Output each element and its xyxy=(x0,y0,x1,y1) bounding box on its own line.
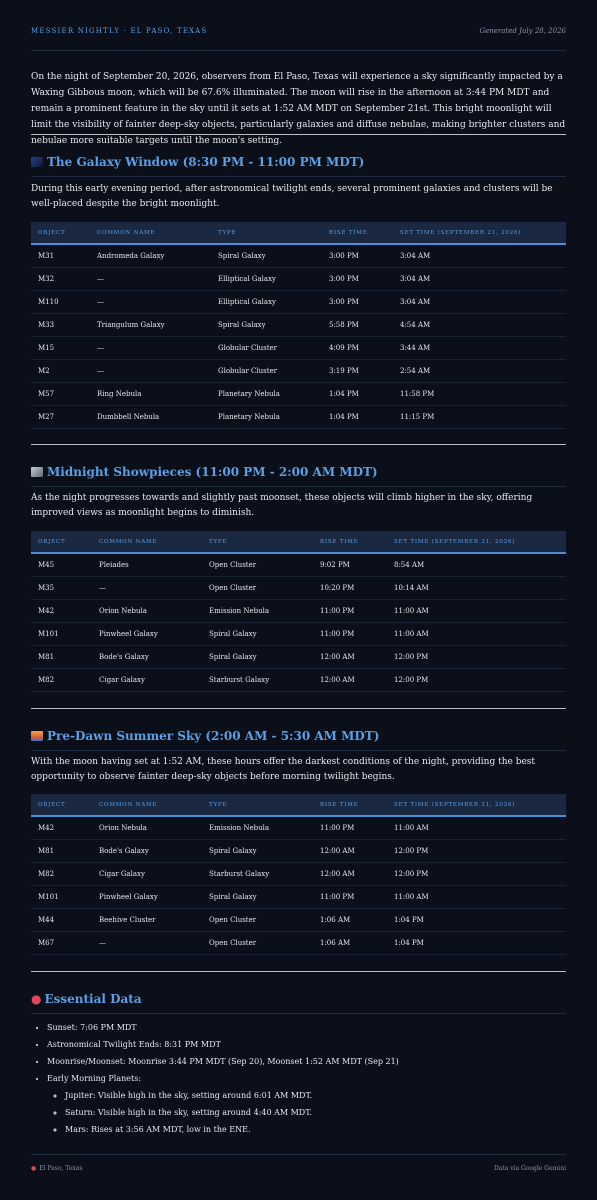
table-row xyxy=(31,932,566,955)
table-cell: Elliptical Galaxy xyxy=(211,291,322,314)
table-cell: Open Cluster xyxy=(202,553,313,577)
column-header: SET TIME (SEPTEMBER 21, 2026) xyxy=(387,794,566,816)
table-cell: M57 xyxy=(31,383,90,406)
table-cell: 3:00 PM xyxy=(322,291,393,314)
table-row xyxy=(31,886,566,909)
table-row xyxy=(31,646,566,669)
table-cell: 2:54 AM xyxy=(393,360,566,383)
table-cell: 3:19 PM xyxy=(322,360,393,383)
table-cell: — xyxy=(92,577,202,600)
table-cell: M81 xyxy=(31,646,92,669)
table-cell: Open Cluster xyxy=(202,909,313,932)
table-cell: M42 xyxy=(31,816,92,840)
table-cell: 11:15 PM xyxy=(393,406,566,429)
list-item: • Astronomical Twilight Ends: 8:31 PM MDT xyxy=(47,1036,566,1053)
table-cell: Pinwheel Galaxy xyxy=(92,886,202,909)
section-title-text: Midnight Showpieces (11:00 PM - 2:00 AM MDT) xyxy=(47,465,378,479)
planet-list xyxy=(47,1087,566,1138)
table-cell: Andromeda Galaxy xyxy=(90,244,211,268)
section-description: With the moon having set at 1:52 AM, these hours offer the darkest conditions of the night, providing the best opportunity to observe fainter deep-sky objects before morning twilight begins. xyxy=(31,757,536,782)
table-cell: Elliptical Galaxy xyxy=(211,268,322,291)
table-cell: Cigar Galaxy xyxy=(92,863,202,886)
table-cell: Bode's Galaxy xyxy=(92,840,202,863)
table-cell: Orion Nebula xyxy=(92,600,202,623)
table-cell: 11:00 PM xyxy=(313,816,387,840)
table-cell: M27 xyxy=(31,406,90,429)
table-cell: — xyxy=(92,932,202,955)
table-cell: M31 xyxy=(31,244,90,268)
table-cell: 3:04 AM xyxy=(393,291,566,314)
section-title-pre-dawn xyxy=(31,729,566,751)
table-cell: M35 xyxy=(31,577,92,600)
table-cell: 12:00 PM xyxy=(387,840,566,863)
objects-table-pre-dawn xyxy=(31,794,566,955)
table-cell: Spiral Galaxy xyxy=(211,314,322,337)
list-item: • Sunset: 7:06 PM MDT xyxy=(47,1019,566,1036)
table-cell: 12:00 AM xyxy=(313,863,387,886)
column-header: OBJECT xyxy=(31,531,92,553)
table-cell: M15 xyxy=(31,337,90,360)
table-cell: 10:14 AM xyxy=(387,577,566,600)
table-cell: M42 xyxy=(31,600,92,623)
table-cell: Starburst Galaxy xyxy=(202,863,313,886)
table-cell: Orion Nebula xyxy=(92,816,202,840)
table-cell: Open Cluster xyxy=(202,577,313,600)
table-cell: M101 xyxy=(31,623,92,646)
column-header: TYPE xyxy=(202,794,313,816)
objects-table-midnight-showpieces xyxy=(31,531,566,692)
telescope-icon xyxy=(31,467,43,477)
table-cell: 11:00 AM xyxy=(387,886,566,909)
column-header: COMMON NAME xyxy=(90,222,211,244)
table-cell: Planetary Nebula xyxy=(211,406,322,429)
table-row xyxy=(31,291,566,314)
table-cell: Spiral Galaxy xyxy=(202,646,313,669)
section-divider xyxy=(31,971,566,972)
footer-location-text: El Paso, Texas xyxy=(39,1165,83,1172)
table-cell: 11:00 PM xyxy=(313,600,387,623)
table-cell: Triangulum Galaxy xyxy=(90,314,211,337)
table-cell: Emission Nebula xyxy=(202,600,313,623)
table-cell: — xyxy=(90,268,211,291)
table-row xyxy=(31,268,566,291)
table-body xyxy=(31,553,566,692)
table-row xyxy=(31,623,566,646)
section-title-midnight-showpieces xyxy=(31,465,566,487)
footer-location xyxy=(31,1165,82,1172)
column-header: TYPE xyxy=(202,531,313,553)
table-cell: Open Cluster xyxy=(202,932,313,955)
column-header: SET TIME (SEPTEMBER 21, 2026) xyxy=(393,222,566,244)
table-cell: Spiral Galaxy xyxy=(202,840,313,863)
pin-icon: ● xyxy=(31,1165,37,1172)
table-row xyxy=(31,863,566,886)
objects-table-galaxy-window xyxy=(31,222,566,429)
planet-item: ◦ Saturn: Visible high in the sky, setting around 4:40 AM MDT. xyxy=(65,1104,566,1121)
table-cell: — xyxy=(90,360,211,383)
table-cell: Globular Cluster xyxy=(211,337,322,360)
column-header: SET TIME (SEPTEMBER 21, 2026) xyxy=(387,531,566,553)
table-cell: 12:00 AM xyxy=(313,669,387,692)
planet-item: ◦ Jupiter: Visible high in the sky, setting around 6:01 AM MDT. xyxy=(65,1087,566,1104)
table-cell: Globular Cluster xyxy=(211,360,322,383)
table-cell: Pleiades xyxy=(92,553,202,577)
table-cell: — xyxy=(90,291,211,314)
table-row xyxy=(31,553,566,577)
table-cell: Ring Nebula xyxy=(90,383,211,406)
section-description: As the night progresses towards and slightly past moonset, these objects will climb higher in the sky, offering improved views as moonlight begins to diminish. xyxy=(31,493,533,518)
column-header: RISE TIME xyxy=(322,222,393,244)
table-cell: 3:04 AM xyxy=(393,244,566,268)
section-divider xyxy=(31,134,566,135)
table-header-row xyxy=(31,222,566,244)
table-cell: 3:00 PM xyxy=(322,268,393,291)
table-cell: Bode's Galaxy xyxy=(92,646,202,669)
table-cell: 3:04 AM xyxy=(393,268,566,291)
table-cell: M67 xyxy=(31,932,92,955)
pin-icon: ● xyxy=(31,992,42,1006)
galaxy-icon xyxy=(31,157,43,167)
table-row xyxy=(31,669,566,692)
table-cell: 11:00 AM xyxy=(387,600,566,623)
table-cell: — xyxy=(90,337,211,360)
table-header-row xyxy=(31,794,566,816)
table-cell: 1:04 PM xyxy=(387,932,566,955)
table-header-row xyxy=(31,531,566,553)
table-cell: 4:09 PM xyxy=(322,337,393,360)
table-cell: 3:00 PM xyxy=(322,244,393,268)
section-title-text: The Galaxy Window (8:30 PM - 11:00 PM MDT) xyxy=(47,155,365,169)
table-cell: 11:00 PM xyxy=(313,623,387,646)
essential-data-list xyxy=(31,1019,566,1138)
column-header: COMMON NAME xyxy=(92,531,202,553)
column-header: COMMON NAME xyxy=(92,794,202,816)
list-item: • Moonrise/Moonset: Moonrise 3:44 PM MDT (Sep 20), Moonset 1:52 AM MDT (Sep 21) xyxy=(47,1053,566,1070)
table-cell: M2 xyxy=(31,360,90,383)
table-cell: M82 xyxy=(31,669,92,692)
table-row xyxy=(31,600,566,623)
table-cell: 1:04 PM xyxy=(322,406,393,429)
table-row xyxy=(31,840,566,863)
table-cell: 1:06 AM xyxy=(313,932,387,955)
column-header: OBJECT xyxy=(31,222,90,244)
table-cell: 1:04 PM xyxy=(322,383,393,406)
table-cell: 11:00 PM xyxy=(313,886,387,909)
table-cell: 3:44 AM xyxy=(393,337,566,360)
table-cell: 9:02 PM xyxy=(313,553,387,577)
list-item-label: Early Morning Planets: xyxy=(47,1074,142,1083)
table-cell: Cigar Galaxy xyxy=(92,669,202,692)
table-cell: M45 xyxy=(31,553,92,577)
table-cell: 11:00 AM xyxy=(387,623,566,646)
section-title-text: Pre-Dawn Summer Sky (2:00 AM - 5:30 AM MDT) xyxy=(47,729,380,743)
section-divider xyxy=(31,708,566,709)
table-cell: M33 xyxy=(31,314,90,337)
section-title-text: Essential Data xyxy=(44,992,142,1006)
table-cell: M44 xyxy=(31,909,92,932)
table-cell: 1:04 PM xyxy=(387,909,566,932)
table-cell: Emission Nebula xyxy=(202,816,313,840)
table-cell: 11:58 PM xyxy=(393,383,566,406)
column-header: RISE TIME xyxy=(313,794,387,816)
column-header: TYPE xyxy=(211,222,322,244)
table-cell: 12:00 PM xyxy=(387,646,566,669)
table-cell: 10:20 PM xyxy=(313,577,387,600)
table-row xyxy=(31,360,566,383)
brand-title: MESSIER NIGHTLY · EL PASO, TEXAS xyxy=(31,27,208,35)
table-cell: M81 xyxy=(31,840,92,863)
table-cell: M110 xyxy=(31,291,90,314)
table-cell: 12:00 PM xyxy=(387,669,566,692)
table-cell: M32 xyxy=(31,268,90,291)
table-cell: M82 xyxy=(31,863,92,886)
table-cell: 12:00 AM xyxy=(313,646,387,669)
section-title-essential-data xyxy=(31,992,566,1014)
table-cell: Spiral Galaxy xyxy=(202,623,313,646)
table-cell: 12:00 AM xyxy=(313,840,387,863)
table-cell: Starburst Galaxy xyxy=(202,669,313,692)
section-divider xyxy=(31,444,566,445)
footer xyxy=(31,1154,566,1175)
table-cell: 8:54 AM xyxy=(387,553,566,577)
table-row xyxy=(31,337,566,360)
table-row xyxy=(31,577,566,600)
table-row xyxy=(31,909,566,932)
table-body xyxy=(31,244,566,429)
table-cell: Dumbbell Nebula xyxy=(90,406,211,429)
table-body xyxy=(31,816,566,955)
table-cell: 11:00 AM xyxy=(387,816,566,840)
top-bar xyxy=(31,26,566,51)
table-cell: Spiral Galaxy xyxy=(211,244,322,268)
table-cell: Planetary Nebula xyxy=(211,383,322,406)
column-header: OBJECT xyxy=(31,794,92,816)
section-description: During this early evening period, after astronomical twilight ends, several prominent galaxies and clusters will be well-placed despite the bright moonlight. xyxy=(31,184,553,209)
table-cell: Beehive Cluster xyxy=(92,909,202,932)
planet-item: ◦ Mars: Rises at 3:56 AM MDT, low in the ENE. xyxy=(65,1121,566,1138)
table-cell: Pinwheel Galaxy xyxy=(92,623,202,646)
table-cell: M101 xyxy=(31,886,92,909)
table-cell: 1:06 AM xyxy=(313,909,387,932)
column-header: RISE TIME xyxy=(313,531,387,553)
table-row xyxy=(31,816,566,840)
table-row xyxy=(31,314,566,337)
table-cell: 12:00 PM xyxy=(387,863,566,886)
section-title-galaxy-window xyxy=(31,155,566,177)
sunrise-icon xyxy=(31,731,43,741)
table-row xyxy=(31,244,566,268)
list-item xyxy=(47,1070,566,1138)
table-row xyxy=(31,406,566,429)
table-cell: Spiral Galaxy xyxy=(202,886,313,909)
table-cell: 4:54 AM xyxy=(393,314,566,337)
table-cell: 5:58 PM xyxy=(322,314,393,337)
table-row xyxy=(31,383,566,406)
intro-paragraph: On the night of September 20, 2026, observers from El Paso, Texas will experience a sky significantly impacted by a Waxing Gibbous moon, which will be 67.6% illuminated. The moon will rise in the afternoon at 3:44 PM MDT and remain a prominent feature in the sky until it sets at 1:52 AM MDT on September 21st. This bright moonlight will limit the visibility of fainter deep-sky objects, particularly galaxies and diffuse nebulae, making brighter clusters and nebulae more suitable targets until the moon's setting. xyxy=(31,72,566,146)
generated-date: Generated July 28, 2026 xyxy=(479,27,566,35)
footer-credit: Data via Google Gemini xyxy=(493,1165,566,1172)
